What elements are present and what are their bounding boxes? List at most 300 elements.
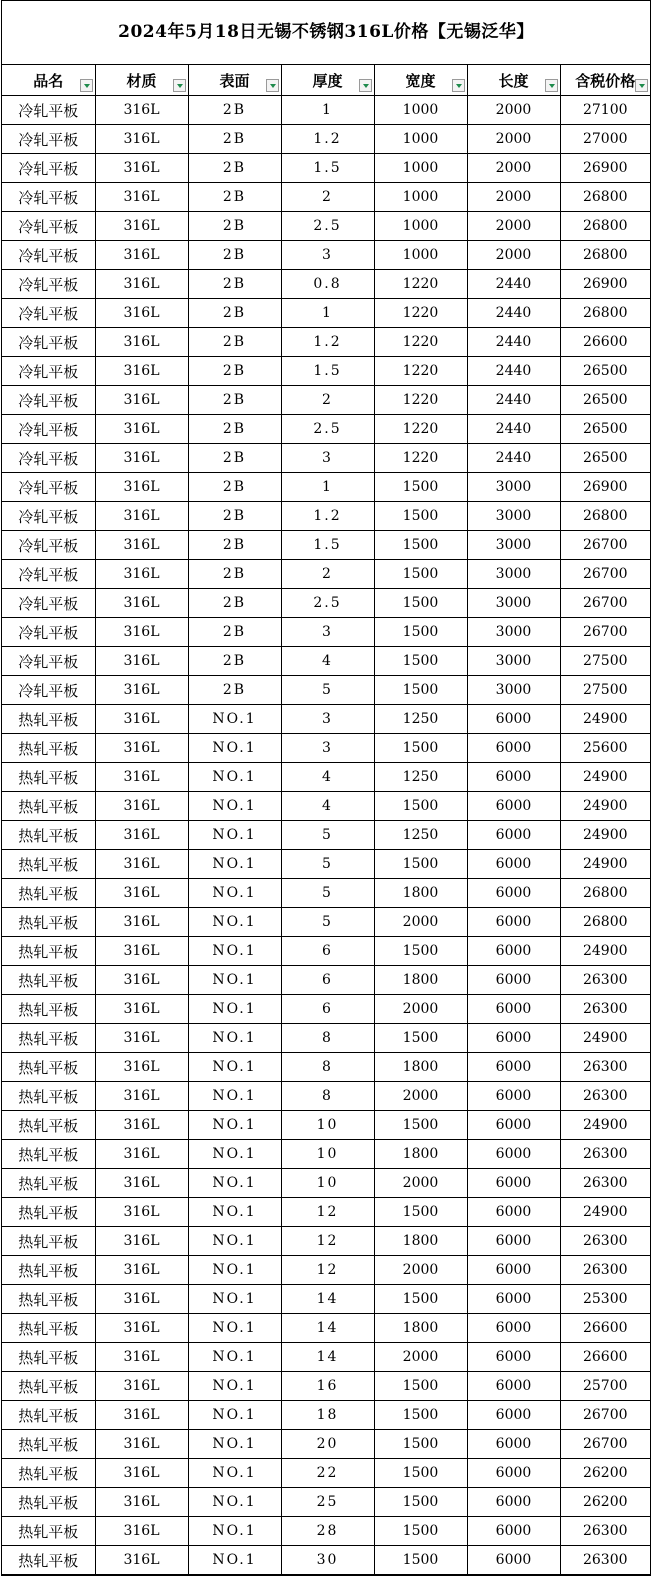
price-cell: 25700: [560, 1372, 650, 1401]
width-cell: 1800: [374, 966, 467, 995]
length-cell: 2000: [467, 183, 560, 212]
length-cell: 2000: [467, 241, 560, 270]
surface-cell: NO.1: [188, 1401, 281, 1430]
price-cell: 26300: [560, 1082, 650, 1111]
length-cell: 3000: [467, 589, 560, 618]
width-cell: 1250: [374, 821, 467, 850]
price-cell: 26700: [560, 1401, 650, 1430]
length-cell: 2000: [467, 212, 560, 241]
table-row: [2, 1169, 650, 1198]
material-cell: 316L: [95, 96, 188, 125]
length-cell: 6000: [467, 1140, 560, 1169]
length-cell: 3000: [467, 560, 560, 589]
price-cell: 24900: [560, 1198, 650, 1227]
thickness-cell: 28: [281, 1517, 374, 1546]
material-cell: 316L: [95, 386, 188, 415]
material-cell: 316L: [95, 299, 188, 328]
material-cell: 316L: [95, 1314, 188, 1343]
thickness-cell: 3: [281, 618, 374, 647]
surface-cell: 2B: [188, 212, 281, 241]
width-cell: 1220: [374, 299, 467, 328]
width-cell: 1500: [374, 1401, 467, 1430]
surface-cell: 2B: [188, 183, 281, 212]
thickness-cell: 8: [281, 1024, 374, 1053]
width-cell: 1220: [374, 357, 467, 386]
table-row: [2, 96, 650, 125]
thickness-cell: 30: [281, 1546, 374, 1575]
length-cell: 6000: [467, 821, 560, 850]
width-cell: 1000: [374, 183, 467, 212]
length-cell: 6000: [467, 850, 560, 879]
width-cell: 1500: [374, 1198, 467, 1227]
price-sheet: [1, 0, 651, 1576]
thickness-cell: 6: [281, 937, 374, 966]
product-name-cell: 热轧平板: [2, 1343, 95, 1372]
price-cell: 26800: [560, 299, 650, 328]
thickness-cell: 8: [281, 1053, 374, 1082]
length-cell: 6000: [467, 705, 560, 734]
product-name-cell: 冷轧平板: [2, 183, 95, 212]
price-cell: 26600: [560, 1343, 650, 1372]
price-cell: 24900: [560, 937, 650, 966]
surface-cell: 2B: [188, 270, 281, 299]
table-row: [2, 676, 650, 705]
price-cell: 27500: [560, 647, 650, 676]
table-row: [2, 1430, 650, 1459]
length-cell: 6000: [467, 995, 560, 1024]
width-cell: 1500: [374, 502, 467, 531]
product-name-cell: 冷轧平板: [2, 531, 95, 560]
table-row: [2, 995, 650, 1024]
width-cell: 1500: [374, 589, 467, 618]
product-name-cell: 冷轧平板: [2, 386, 95, 415]
header-label: 长度: [498, 71, 529, 90]
length-cell: 3000: [467, 531, 560, 560]
length-cell: 6000: [467, 966, 560, 995]
table-row: [2, 299, 650, 328]
thickness-cell: 10: [281, 1169, 374, 1198]
width-cell: 1500: [374, 1517, 467, 1546]
price-cell: 26800: [560, 212, 650, 241]
table-row: [2, 763, 650, 792]
surface-cell: NO.1: [188, 908, 281, 937]
width-cell: 1220: [374, 270, 467, 299]
header-cell: [281, 65, 374, 96]
material-cell: 316L: [95, 328, 188, 357]
width-cell: 1500: [374, 560, 467, 589]
price-cell: 26300: [560, 966, 650, 995]
length-cell: 2440: [467, 415, 560, 444]
price-cell: 26300: [560, 1140, 650, 1169]
filter-dropdown-icon[interactable]: [266, 79, 279, 92]
width-cell: 1800: [374, 1053, 467, 1082]
width-cell: 1500: [374, 531, 467, 560]
header-cell: [188, 65, 281, 96]
thickness-cell: 6: [281, 966, 374, 995]
material-cell: 316L: [95, 473, 188, 502]
material-cell: 316L: [95, 1198, 188, 1227]
table-row: [2, 531, 650, 560]
table-row: [2, 154, 650, 183]
product-name-cell: 冷轧平板: [2, 154, 95, 183]
surface-cell: 2B: [188, 386, 281, 415]
surface-cell: 2B: [188, 96, 281, 125]
surface-cell: 2B: [188, 676, 281, 705]
thickness-cell: 20: [281, 1430, 374, 1459]
filter-dropdown-icon[interactable]: [635, 79, 648, 92]
product-name-cell: 冷轧平板: [2, 328, 95, 357]
thickness-cell: 12: [281, 1227, 374, 1256]
material-cell: 316L: [95, 502, 188, 531]
material-cell: 316L: [95, 1140, 188, 1169]
surface-cell: NO.1: [188, 1024, 281, 1053]
product-name-cell: 热轧平板: [2, 1314, 95, 1343]
product-name-cell: 冷轧平板: [2, 96, 95, 125]
thickness-cell: 5: [281, 879, 374, 908]
material-cell: 316L: [95, 1372, 188, 1401]
filter-dropdown-icon[interactable]: [173, 79, 186, 92]
material-cell: 316L: [95, 1546, 188, 1575]
material-cell: 316L: [95, 589, 188, 618]
thickness-cell: 1.5: [281, 154, 374, 183]
width-cell: 1500: [374, 1488, 467, 1517]
length-cell: 6000: [467, 1546, 560, 1575]
table-row: [2, 125, 650, 154]
product-name-cell: 冷轧平板: [2, 560, 95, 589]
price-cell: 24900: [560, 705, 650, 734]
product-name-cell: 热轧平板: [2, 1372, 95, 1401]
price-cell: 24900: [560, 821, 650, 850]
product-name-cell: 冷轧平板: [2, 357, 95, 386]
table-row: [2, 328, 650, 357]
table-row: [2, 1227, 650, 1256]
width-cell: 1220: [374, 444, 467, 473]
material-cell: 316L: [95, 676, 188, 705]
thickness-cell: 5: [281, 850, 374, 879]
table-row: [2, 1401, 650, 1430]
material-cell: 316L: [95, 937, 188, 966]
table-row: [2, 357, 650, 386]
thickness-cell: 3: [281, 444, 374, 473]
table-row: [2, 1082, 650, 1111]
table-row: [2, 444, 650, 473]
length-cell: 6000: [467, 1111, 560, 1140]
product-name-cell: 热轧平板: [2, 763, 95, 792]
material-cell: 316L: [95, 792, 188, 821]
header-row: [2, 65, 650, 96]
width-cell: 2000: [374, 1082, 467, 1111]
price-cell: 26500: [560, 444, 650, 473]
surface-cell: NO.1: [188, 1111, 281, 1140]
product-name-cell: 热轧平板: [2, 966, 95, 995]
product-name-cell: 冷轧平板: [2, 270, 95, 299]
thickness-cell: 1: [281, 473, 374, 502]
surface-cell: 2B: [188, 589, 281, 618]
product-name-cell: 冷轧平板: [2, 502, 95, 531]
product-name-cell: 热轧平板: [2, 1024, 95, 1053]
table-row: [2, 647, 650, 676]
length-cell: 3000: [467, 676, 560, 705]
thickness-cell: 2: [281, 386, 374, 415]
surface-cell: NO.1: [188, 705, 281, 734]
material-cell: 316L: [95, 705, 188, 734]
length-cell: 3000: [467, 502, 560, 531]
material-cell: 316L: [95, 1227, 188, 1256]
table-row: [2, 1024, 650, 1053]
product-name-cell: 热轧平板: [2, 1227, 95, 1256]
price-cell: 24900: [560, 763, 650, 792]
length-cell: 6000: [467, 792, 560, 821]
table-row: [2, 879, 650, 908]
material-cell: 316L: [95, 1430, 188, 1459]
price-cell: 26600: [560, 328, 650, 357]
width-cell: 1000: [374, 96, 467, 125]
product-name-cell: 热轧平板: [2, 879, 95, 908]
table-row: [2, 1459, 650, 1488]
length-cell: 3000: [467, 647, 560, 676]
price-cell: 26700: [560, 531, 650, 560]
material-cell: 316L: [95, 1256, 188, 1285]
price-cell: 26800: [560, 502, 650, 531]
filter-dropdown-icon[interactable]: [452, 79, 465, 92]
surface-cell: 2B: [188, 154, 281, 183]
width-cell: 1500: [374, 1111, 467, 1140]
product-name-cell: 热轧平板: [2, 1488, 95, 1517]
surface-cell: NO.1: [188, 1517, 281, 1546]
price-cell: 26900: [560, 473, 650, 502]
thickness-cell: 1: [281, 96, 374, 125]
thickness-cell: 4: [281, 763, 374, 792]
surface-cell: NO.1: [188, 879, 281, 908]
thickness-cell: 2: [281, 560, 374, 589]
table-row: [2, 386, 650, 415]
length-cell: 6000: [467, 1169, 560, 1198]
thickness-cell: 4: [281, 792, 374, 821]
price-cell: 26800: [560, 879, 650, 908]
header-label: 含税价格: [575, 71, 636, 90]
price-cell: 26300: [560, 1053, 650, 1082]
material-cell: 316L: [95, 241, 188, 270]
width-cell: 1500: [374, 1546, 467, 1575]
length-cell: 2440: [467, 444, 560, 473]
price-cell: 24900: [560, 1111, 650, 1140]
price-cell: 26900: [560, 154, 650, 183]
surface-cell: 2B: [188, 618, 281, 647]
product-name-cell: 热轧平板: [2, 1082, 95, 1111]
header-cell: [374, 65, 467, 96]
material-cell: 316L: [95, 995, 188, 1024]
material-cell: 316L: [95, 1053, 188, 1082]
product-name-cell: 热轧平板: [2, 1198, 95, 1227]
table-row: [2, 1285, 650, 1314]
length-cell: 6000: [467, 734, 560, 763]
width-cell: 1800: [374, 1314, 467, 1343]
table-row: [2, 473, 650, 502]
surface-cell: NO.1: [188, 995, 281, 1024]
product-name-cell: 热轧平板: [2, 734, 95, 763]
price-cell: 26800: [560, 908, 650, 937]
surface-cell: NO.1: [188, 1198, 281, 1227]
thickness-cell: 10: [281, 1140, 374, 1169]
product-name-cell: 冷轧平板: [2, 473, 95, 502]
thickness-cell: 1: [281, 299, 374, 328]
thickness-cell: 1.5: [281, 531, 374, 560]
product-name-cell: 热轧平板: [2, 850, 95, 879]
width-cell: 1800: [374, 1227, 467, 1256]
length-cell: 2000: [467, 125, 560, 154]
length-cell: 2000: [467, 154, 560, 183]
price-cell: 26500: [560, 357, 650, 386]
surface-cell: 2B: [188, 357, 281, 386]
surface-cell: 2B: [188, 328, 281, 357]
material-cell: 316L: [95, 531, 188, 560]
price-cell: 26300: [560, 995, 650, 1024]
surface-cell: 2B: [188, 299, 281, 328]
length-cell: 2440: [467, 299, 560, 328]
price-cell: 25300: [560, 1285, 650, 1314]
price-cell: 27000: [560, 125, 650, 154]
product-name-cell: 热轧平板: [2, 1430, 95, 1459]
table-row: [2, 1372, 650, 1401]
material-cell: 316L: [95, 1169, 188, 1198]
thickness-cell: 2: [281, 183, 374, 212]
product-name-cell: 热轧平板: [2, 1111, 95, 1140]
filter-dropdown-icon[interactable]: [80, 79, 93, 92]
material-cell: 316L: [95, 560, 188, 589]
width-cell: 1500: [374, 937, 467, 966]
thickness-cell: 14: [281, 1343, 374, 1372]
filter-dropdown-icon[interactable]: [359, 79, 372, 92]
material-cell: 316L: [95, 415, 188, 444]
thickness-cell: 1.2: [281, 125, 374, 154]
product-name-cell: 冷轧平板: [2, 299, 95, 328]
table-row: [2, 1314, 650, 1343]
length-cell: 2440: [467, 270, 560, 299]
material-cell: 316L: [95, 1024, 188, 1053]
thickness-cell: 2.5: [281, 212, 374, 241]
product-name-cell: 热轧平板: [2, 1169, 95, 1198]
table-row: [2, 908, 650, 937]
material-cell: 316L: [95, 357, 188, 386]
thickness-cell: 25: [281, 1488, 374, 1517]
material-cell: 316L: [95, 1343, 188, 1372]
header-label: 表面: [219, 71, 250, 90]
product-name-cell: 热轧平板: [2, 908, 95, 937]
width-cell: 1800: [374, 1140, 467, 1169]
price-cell: 26200: [560, 1488, 650, 1517]
surface-cell: 2B: [188, 241, 281, 270]
product-name-cell: 热轧平板: [2, 1140, 95, 1169]
width-cell: 1220: [374, 415, 467, 444]
surface-cell: 2B: [188, 531, 281, 560]
header-cell: [467, 65, 560, 96]
filter-dropdown-icon[interactable]: [545, 79, 558, 92]
price-cell: 24900: [560, 1024, 650, 1053]
material-cell: 316L: [95, 444, 188, 473]
surface-cell: NO.1: [188, 1343, 281, 1372]
thickness-cell: 3: [281, 241, 374, 270]
surface-cell: NO.1: [188, 1082, 281, 1111]
length-cell: 6000: [467, 1430, 560, 1459]
material-cell: 316L: [95, 850, 188, 879]
product-name-cell: 热轧平板: [2, 1256, 95, 1285]
header-label: 材质: [126, 71, 157, 90]
length-cell: 2000: [467, 96, 560, 125]
product-name-cell: 冷轧平板: [2, 676, 95, 705]
surface-cell: NO.1: [188, 1546, 281, 1575]
product-name-cell: 冷轧平板: [2, 212, 95, 241]
product-name-cell: 热轧平板: [2, 1053, 95, 1082]
product-name-cell: 热轧平板: [2, 1546, 95, 1575]
thickness-cell: 10: [281, 1111, 374, 1140]
material-cell: 316L: [95, 1082, 188, 1111]
price-cell: 26300: [560, 1546, 650, 1575]
width-cell: 2000: [374, 1343, 467, 1372]
material-cell: 316L: [95, 1517, 188, 1546]
thickness-cell: 12: [281, 1198, 374, 1227]
price-cell: 26300: [560, 1227, 650, 1256]
length-cell: 6000: [467, 1024, 560, 1053]
material-cell: 316L: [95, 879, 188, 908]
table-row: [2, 1111, 650, 1140]
surface-cell: NO.1: [188, 850, 281, 879]
table-row: [2, 183, 650, 212]
surface-cell: NO.1: [188, 937, 281, 966]
product-name-cell: 冷轧平板: [2, 589, 95, 618]
surface-cell: NO.1: [188, 1314, 281, 1343]
width-cell: 1800: [374, 879, 467, 908]
product-name-cell: 冷轧平板: [2, 444, 95, 473]
surface-cell: NO.1: [188, 1459, 281, 1488]
thickness-cell: 16: [281, 1372, 374, 1401]
length-cell: 6000: [467, 763, 560, 792]
table-row: [2, 966, 650, 995]
price-cell: 26600: [560, 1314, 650, 1343]
thickness-cell: 8: [281, 1082, 374, 1111]
width-cell: 1000: [374, 125, 467, 154]
length-cell: 6000: [467, 879, 560, 908]
table-row: [2, 1053, 650, 1082]
product-name-cell: 热轧平板: [2, 792, 95, 821]
thickness-cell: 5: [281, 821, 374, 850]
surface-cell: NO.1: [188, 1256, 281, 1285]
price-cell: 26300: [560, 1256, 650, 1285]
thickness-cell: 1.2: [281, 328, 374, 357]
width-cell: 1220: [374, 328, 467, 357]
product-name-cell: 热轧平板: [2, 821, 95, 850]
length-cell: 6000: [467, 1082, 560, 1111]
material-cell: 316L: [95, 1401, 188, 1430]
product-name-cell: 热轧平板: [2, 937, 95, 966]
thickness-cell: 5: [281, 908, 374, 937]
thickness-cell: 4: [281, 647, 374, 676]
table-row: [2, 1198, 650, 1227]
length-cell: 3000: [467, 473, 560, 502]
material-cell: 316L: [95, 270, 188, 299]
width-cell: 1500: [374, 850, 467, 879]
thickness-cell: 1.5: [281, 357, 374, 386]
product-name-cell: 热轧平板: [2, 1401, 95, 1430]
width-cell: 1500: [374, 1024, 467, 1053]
surface-cell: NO.1: [188, 1285, 281, 1314]
material-cell: 316L: [95, 183, 188, 212]
length-cell: 6000: [467, 1314, 560, 1343]
price-cell: 26900: [560, 270, 650, 299]
width-cell: 2000: [374, 995, 467, 1024]
surface-cell: NO.1: [188, 821, 281, 850]
surface-cell: NO.1: [188, 763, 281, 792]
surface-cell: 2B: [188, 444, 281, 473]
